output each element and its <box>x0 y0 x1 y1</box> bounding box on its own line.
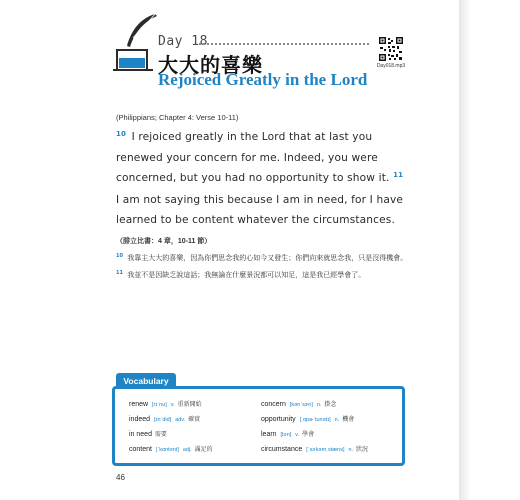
dotted-divider <box>199 43 369 45</box>
title-chinese: 大大的喜樂 <box>158 53 263 77</box>
vocab-part-of-speech: adj. <box>182 447 192 453</box>
vocab-word: indeed <box>129 416 151 423</box>
qr-code-icon[interactable] <box>379 37 403 61</box>
verse-number: 11 <box>393 171 404 180</box>
vocab-pronunciation: [kənˈsɝn] <box>289 402 313 408</box>
vocab-item <box>129 414 200 423</box>
page-number: 46 <box>116 473 125 482</box>
verse-sentence: I am not saying this because I am in need, for I have learned to be content whatever the circumstances. <box>116 193 404 226</box>
verse-number: 10 <box>116 253 123 259</box>
ink-bottle-quill-icon <box>111 12 161 76</box>
vocab-meaning: 需要 <box>154 432 167 438</box>
day-label: Day 18 <box>158 34 208 49</box>
vocab-part-of-speech: v. <box>295 432 300 438</box>
vocab-part-of-speech: n. <box>316 402 322 408</box>
vocab-pronunciation: [lɝn] <box>280 432 292 438</box>
chinese-translation <box>116 251 408 284</box>
vocab-item <box>261 429 314 438</box>
vocab-word: concern <box>261 401 286 408</box>
vocab-part-of-speech: n. <box>334 417 340 423</box>
vocab-meaning: 確實 <box>188 417 201 423</box>
vocab-item <box>129 429 167 438</box>
verse-number: 11 <box>116 269 123 276</box>
vocab-item <box>129 399 202 408</box>
vocab-word: circumstance <box>261 446 303 453</box>
verse-sentence: I rejoiced greatly in the Lord that at last you renewed your concern for me. Indeed, you were concerned, but you had no opportunity to show it. <box>116 131 390 185</box>
vocab-word: renew <box>129 401 149 408</box>
title-english: Rejoiced Greatly in the Lord <box>158 70 368 89</box>
vocab-word: content <box>129 446 152 453</box>
vocab-pronunciation: [ˈkɑntənt] <box>155 447 179 453</box>
vocab-word: learn <box>261 431 277 438</box>
vocab-part-of-speech: adv. <box>175 417 186 423</box>
vocab-pronunciation: [ˌɑpɚˈtunətɪ] <box>299 417 331 423</box>
translation-sentence: 我靠主大大的喜樂，因為你們思念我的心如今又發生；你們向來就思念我，只是沒得機會。 <box>127 254 408 262</box>
vocab-part-of-speech: n. <box>348 447 354 453</box>
verse-reference-chinese: （腓立比書：4 章，10-11 節） <box>116 238 212 245</box>
vocab-word: opportunity <box>261 416 296 423</box>
vocab-meaning: 學會 <box>302 432 315 438</box>
vocab-item <box>261 414 354 423</box>
vocab-meaning: 狀況 <box>356 447 369 453</box>
vocab-meaning: 重新開始 <box>177 402 202 408</box>
vocabulary-label: Vocabulary <box>116 373 176 389</box>
vocab-pronunciation: [rɪˈnu] <box>152 402 167 408</box>
audio-file-caption: Day018.mp3 <box>376 63 406 69</box>
vocab-part-of-speech: v. <box>170 402 175 408</box>
vocab-word: in need <box>129 431 152 438</box>
verse-reference: (Philippians; Chapter 4: Verse 10-11) <box>116 113 239 122</box>
vocab-pronunciation: [ˈsɝkəmˌstæns] <box>306 447 345 453</box>
vocab-meaning: 掛念 <box>324 402 337 408</box>
vocab-item <box>129 444 213 453</box>
translation-sentence: 我並不是因缺乏說這話；我無論在什麼景況都可以知足，這是我已經學會了。 <box>127 270 366 279</box>
page-edge-shadow <box>459 0 471 500</box>
vocab-item <box>261 444 368 453</box>
vocabulary-box <box>112 386 405 466</box>
verse-number: 10 <box>116 130 127 138</box>
vocab-meaning: 滿足的 <box>194 447 213 453</box>
vocab-item <box>261 399 336 408</box>
vocab-pronunciation: [ɪnˈdid] <box>153 417 172 423</box>
verse-text <box>116 127 408 230</box>
vocab-meaning: 機會 <box>342 417 355 423</box>
